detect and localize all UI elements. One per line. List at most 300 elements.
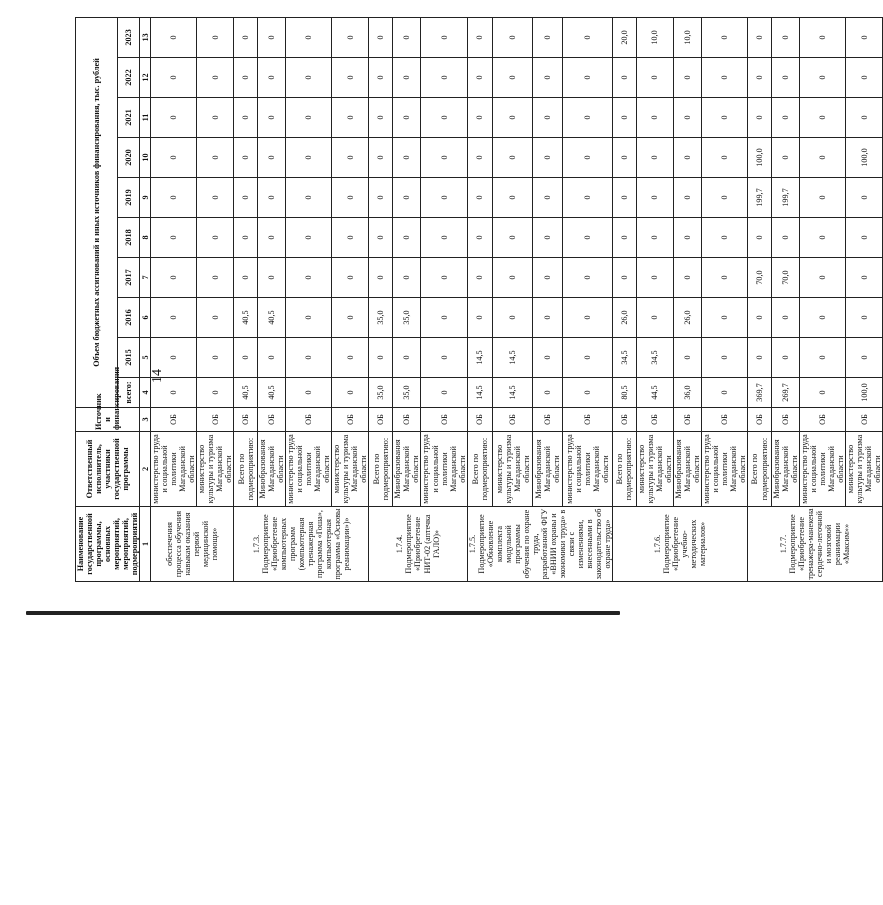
table-row	[701, 17, 747, 581]
value-cell: 0	[369, 138, 393, 178]
value-cell: 0	[800, 218, 846, 258]
value-cell: 0	[563, 378, 613, 408]
value-cell: 14,5	[467, 378, 493, 408]
table-row	[332, 17, 369, 581]
value-cell: 0	[772, 138, 800, 178]
executor-cell: министерство труда и социальной политики Магаданской области	[421, 432, 467, 507]
value-cell: 0	[332, 218, 369, 258]
executor-cell: министерство культуры и туризма Магаданской области	[197, 432, 234, 507]
value-cell: 0	[533, 138, 563, 178]
column-index: 4	[140, 378, 151, 408]
value-cell: 0	[493, 298, 533, 338]
header-year: 2022	[118, 58, 140, 98]
value-cell: 0	[636, 98, 673, 138]
source-cell: ОБ	[332, 408, 369, 432]
value-cell: 0	[369, 178, 393, 218]
value-cell: 0	[467, 178, 493, 218]
source-cell: ОБ	[258, 408, 286, 432]
value-cell: 0	[258, 138, 286, 178]
value-cell: 0	[533, 98, 563, 138]
source-cell: ОБ	[701, 408, 747, 432]
source-cell: ОБ	[234, 408, 258, 432]
executor-cell: министерство труда и социальной политики Магаданской области	[286, 432, 332, 507]
executor-cell: Минобразования Магаданской области	[393, 432, 421, 507]
value-cell: 34,5	[612, 338, 636, 378]
table-row	[286, 17, 332, 581]
value-cell: 20,0	[612, 17, 636, 57]
value-cell: 0	[563, 338, 613, 378]
value-cell: 0	[467, 138, 493, 178]
value-cell: 0	[151, 218, 197, 258]
value-cell: 0	[563, 298, 613, 338]
table-row	[467, 17, 493, 581]
source-cell: ОБ	[393, 408, 421, 432]
executor-cell: министерство труда и социальной политики Магаданской области	[563, 432, 613, 507]
value-cell: 0	[369, 58, 393, 98]
value-cell: 0	[701, 178, 747, 218]
value-cell: 0	[563, 58, 613, 98]
value-cell: 0	[467, 218, 493, 258]
value-cell: 0	[151, 17, 197, 57]
value-cell: 0	[197, 58, 234, 98]
value-cell: 0	[563, 98, 613, 138]
value-cell: 0	[234, 98, 258, 138]
value-cell: 0	[332, 338, 369, 378]
value-cell: 0	[673, 98, 701, 138]
value-cell: 0	[748, 218, 772, 258]
source-cell: ОБ	[673, 408, 701, 432]
table-row	[369, 17, 393, 581]
header-year: 2018	[118, 218, 140, 258]
value-cell: 0	[467, 98, 493, 138]
value-cell: 0	[772, 98, 800, 138]
column-index: 7	[140, 258, 151, 298]
value-cell: 35,0	[393, 298, 421, 338]
value-cell: 0	[258, 58, 286, 98]
value-cell: 199,7	[772, 178, 800, 218]
value-cell: 100,0	[748, 138, 772, 178]
value-cell: 0	[421, 138, 467, 178]
value-cell: 0	[286, 218, 332, 258]
source-cell: ОБ	[748, 408, 772, 432]
executor-cell: Всего по подмероприятию:	[234, 432, 258, 507]
value-cell: 0	[421, 58, 467, 98]
value-cell: 0	[258, 178, 286, 218]
value-cell: 70,0	[748, 258, 772, 298]
value-cell: 40,5	[258, 298, 286, 338]
header-year: 2021	[118, 98, 140, 138]
value-cell: 0	[800, 178, 846, 218]
executor-cell: министерство труда и социальной политики Магаданской области	[800, 432, 846, 507]
program-cell: 1.7.7. Подмероприятие «Приобретение тренажера-манекена сердечно-легочной и мозговой реанимации «Максим»»	[748, 507, 883, 582]
table-row	[612, 17, 636, 581]
value-cell: 40,5	[234, 298, 258, 338]
value-cell: 40,5	[234, 378, 258, 408]
value-cell: 0	[369, 98, 393, 138]
value-cell: 0	[332, 178, 369, 218]
value-cell: 0	[393, 17, 421, 57]
value-cell: 0	[286, 58, 332, 98]
source-cell: ОБ	[846, 408, 883, 432]
value-cell: 0	[800, 298, 846, 338]
value-cell: 0	[421, 98, 467, 138]
table-row	[673, 17, 701, 581]
value-cell: 0	[467, 298, 493, 338]
value-cell: 0	[800, 138, 846, 178]
table-row	[772, 17, 800, 581]
value-cell: 0	[332, 258, 369, 298]
value-cell: 269,7	[772, 378, 800, 408]
value-cell: 0	[612, 138, 636, 178]
value-cell: 0	[748, 298, 772, 338]
value-cell: 0	[772, 218, 800, 258]
value-cell: 0	[846, 17, 883, 57]
value-cell: 0	[421, 258, 467, 298]
page-divider-line	[26, 611, 620, 615]
executor-cell: Минобразования Магаданской области	[772, 432, 800, 507]
executor-cell: министерство культуры и туризма Магаданской области	[636, 432, 673, 507]
header-year: 2020	[118, 138, 140, 178]
value-cell: 0	[393, 138, 421, 178]
value-cell: 0	[234, 178, 258, 218]
value-cell: 0	[493, 17, 533, 57]
column-index: 10	[140, 138, 151, 178]
value-cell: 0	[673, 58, 701, 98]
value-cell: 0	[286, 17, 332, 57]
column-index: 6	[140, 298, 151, 338]
value-cell: 0	[369, 338, 393, 378]
value-cell: 0	[493, 258, 533, 298]
header-year: 2017	[118, 258, 140, 298]
table-row	[151, 17, 197, 581]
value-cell: 0	[151, 378, 197, 408]
value-cell: 0	[846, 178, 883, 218]
value-cell: 0	[533, 17, 563, 57]
value-cell: 0	[393, 98, 421, 138]
value-cell: 0	[332, 98, 369, 138]
executor-cell: министерство труда и социальной политики Магаданской области	[151, 432, 197, 507]
value-cell: 0	[258, 338, 286, 378]
value-cell: 0	[636, 258, 673, 298]
value-cell: 0	[701, 378, 747, 408]
value-cell: 0	[772, 17, 800, 57]
value-cell: 0	[393, 178, 421, 218]
value-cell: 10,0	[636, 17, 673, 57]
header-year: 2023	[118, 17, 140, 57]
program-cell: 1.7.5. Подмероприятие «Обновление комплекта модульной программы обучения по охране труда, разработанной ФГУ «ВНИИ охраны и экономики труда» в связи с изменениями, внесенными в законодательство об охране труда»	[467, 507, 612, 582]
header-volume: Объем бюджетных ассигнований и иных источников финансирования, тыс. рублей	[76, 17, 118, 407]
value-cell: 0	[467, 17, 493, 57]
value-cell: 0	[421, 178, 467, 218]
table-row	[846, 17, 883, 581]
value-cell: 0	[234, 258, 258, 298]
value-cell: 0	[612, 218, 636, 258]
financing-table	[75, 17, 883, 582]
value-cell: 0	[636, 178, 673, 218]
value-cell: 0	[332, 138, 369, 178]
value-cell: 0	[533, 338, 563, 378]
value-cell: 0	[234, 138, 258, 178]
value-cell: 0	[493, 218, 533, 258]
value-cell: 0	[286, 338, 332, 378]
source-cell: ОБ	[612, 408, 636, 432]
source-cell: ОБ	[369, 408, 393, 432]
source-cell: ОБ	[772, 408, 800, 432]
value-cell: 0	[421, 378, 467, 408]
value-cell: 0	[393, 58, 421, 98]
source-cell: ОБ	[563, 408, 613, 432]
value-cell: 36,0	[673, 378, 701, 408]
program-cell: 1.7.3. Подмероприятие «Приобретение компьютерных программ (компьютерная тренажерная программа «Гоша», компьютерная программа «Основы реанимации»)»	[234, 507, 369, 582]
value-cell: 0	[467, 58, 493, 98]
column-index: 3	[140, 408, 151, 432]
value-cell: 0	[197, 138, 234, 178]
value-cell: 0	[332, 17, 369, 57]
rotated-page	[75, 18, 883, 582]
value-cell: 0	[151, 298, 197, 338]
table-row	[533, 17, 563, 581]
value-cell: 0	[636, 138, 673, 178]
value-cell: 0	[846, 98, 883, 138]
value-cell: 0	[800, 98, 846, 138]
value-cell: 14,5	[493, 338, 533, 378]
executor-cell: Минобразования Магаданской области	[533, 432, 563, 507]
value-cell: 0	[421, 298, 467, 338]
value-cell: 0	[563, 178, 613, 218]
value-cell: 0	[467, 258, 493, 298]
value-cell: 0	[636, 58, 673, 98]
executor-cell: Всего по подмероприятию:	[467, 432, 493, 507]
value-cell: 0	[701, 17, 747, 57]
value-cell: 0	[369, 258, 393, 298]
value-cell: 0	[612, 178, 636, 218]
value-cell: 0	[197, 378, 234, 408]
value-cell: 0	[151, 58, 197, 98]
value-cell: 35,0	[393, 378, 421, 408]
value-cell: 0	[772, 338, 800, 378]
value-cell: 100,0	[846, 138, 883, 178]
value-cell: 369,7	[748, 378, 772, 408]
value-cell: 0	[393, 218, 421, 258]
value-cell: 0	[332, 378, 369, 408]
executor-cell: Минобразования Магаданской области	[673, 432, 701, 507]
value-cell: 0	[151, 258, 197, 298]
value-cell: 26,0	[673, 298, 701, 338]
value-cell: 0	[332, 298, 369, 338]
value-cell: 80,5	[612, 378, 636, 408]
value-cell: 0	[701, 98, 747, 138]
value-cell: 0	[151, 138, 197, 178]
value-cell: 0	[197, 298, 234, 338]
table-row	[258, 17, 286, 581]
source-cell: ОБ	[636, 408, 673, 432]
program-cell: 1.7.6. Подмероприятие «Приобретение учебно-методических материалов»	[612, 507, 747, 582]
program-cell: 1.7.4. Подмероприятие «Приобретение НИТ-02 (аптечка ГАЛО)»	[369, 507, 467, 582]
column-index: 13	[140, 17, 151, 57]
source-cell: ОБ	[800, 408, 846, 432]
header-executor: Ответственный исполнитель, участники государственной программы	[76, 432, 140, 507]
source-cell: ОБ	[151, 408, 197, 432]
value-cell: 0	[846, 258, 883, 298]
value-cell: 0	[612, 58, 636, 98]
value-cell: 0	[286, 378, 332, 408]
table-row	[800, 17, 846, 581]
value-cell: 0	[197, 17, 234, 57]
value-cell: 0	[258, 258, 286, 298]
value-cell: 199,7	[748, 178, 772, 218]
value-cell: 0	[421, 17, 467, 57]
value-cell: 0	[286, 98, 332, 138]
value-cell: 0	[493, 58, 533, 98]
value-cell: 0	[197, 338, 234, 378]
value-cell: 0	[393, 258, 421, 298]
header-program: Наименование государственной программы, основных мероприятий, мероприятий, подмероприятий	[76, 507, 140, 582]
value-cell: 0	[748, 98, 772, 138]
executor-cell: министерство труда и социальной политики Магаданской области	[701, 432, 747, 507]
value-cell: 0	[151, 178, 197, 218]
value-cell: 0	[800, 338, 846, 378]
value-cell: 0	[533, 258, 563, 298]
value-cell: 0	[493, 138, 533, 178]
value-cell: 0	[748, 338, 772, 378]
table-row	[563, 17, 613, 581]
value-cell: 70,0	[772, 258, 800, 298]
executor-cell: Минобразования Магаданской области	[258, 432, 286, 507]
value-cell: 0	[563, 218, 613, 258]
value-cell: 10,0	[673, 17, 701, 57]
value-cell: 0	[701, 258, 747, 298]
executor-cell: Всего по подмероприятию:	[369, 432, 393, 507]
value-cell: 0	[701, 298, 747, 338]
column-index: 11	[140, 98, 151, 138]
source-cell: ОБ	[197, 408, 234, 432]
value-cell: 0	[533, 58, 563, 98]
value-cell: 0	[673, 218, 701, 258]
value-cell: 0	[533, 378, 563, 408]
table-row	[421, 17, 467, 581]
value-cell: 0	[673, 258, 701, 298]
value-cell: 0	[151, 338, 197, 378]
source-cell: ОБ	[286, 408, 332, 432]
value-cell: 0	[234, 58, 258, 98]
value-cell: 100,0	[846, 378, 883, 408]
value-cell: 0	[772, 58, 800, 98]
value-cell: 0	[800, 58, 846, 98]
executor-cell: Всего по подмероприятию:	[612, 432, 636, 507]
table-row	[748, 17, 772, 581]
value-cell: 0	[421, 338, 467, 378]
table-row	[234, 17, 258, 581]
header-source: Источник и финансирования	[76, 408, 140, 432]
value-cell: 0	[846, 338, 883, 378]
value-cell: 0	[533, 218, 563, 258]
value-cell: 0	[748, 58, 772, 98]
column-index: 8	[140, 218, 151, 258]
value-cell: 0	[197, 218, 234, 258]
value-cell: 35,0	[369, 378, 393, 408]
value-cell: 40,5	[258, 378, 286, 408]
value-cell: 0	[800, 17, 846, 57]
executor-cell: министерство культуры и туризма Магаданской области	[846, 432, 883, 507]
value-cell: 0	[393, 338, 421, 378]
value-cell: 0	[846, 58, 883, 98]
value-cell: 0	[701, 138, 747, 178]
value-cell: 0	[673, 178, 701, 218]
value-cell: 0	[197, 258, 234, 298]
executor-cell: министерство культуры и туризма Магаданской области	[332, 432, 369, 507]
value-cell: 0	[234, 338, 258, 378]
value-cell: 0	[748, 17, 772, 57]
value-cell: 0	[800, 258, 846, 298]
column-index: 12	[140, 58, 151, 98]
source-cell: ОБ	[467, 408, 493, 432]
value-cell: 0	[286, 258, 332, 298]
header-total: всего:	[118, 378, 140, 408]
table-row	[197, 17, 234, 581]
value-cell: 0	[800, 378, 846, 408]
header-year: 2016	[118, 298, 140, 338]
value-cell: 0	[286, 138, 332, 178]
value-cell: 0	[197, 178, 234, 218]
value-cell: 0	[612, 258, 636, 298]
value-cell: 14,5	[467, 338, 493, 378]
value-cell: 0	[701, 58, 747, 98]
executor-cell: министерство культуры и туризма Магаданской области	[493, 432, 533, 507]
program-cell: обеспечения процесса обучения навыкам оказания первой медицинской помощи»	[151, 507, 234, 582]
header-year: 2019	[118, 178, 140, 218]
source-cell: ОБ	[533, 408, 563, 432]
value-cell: 0	[846, 218, 883, 258]
value-cell: 0	[701, 218, 747, 258]
value-cell: 0	[493, 98, 533, 138]
column-index: 9	[140, 178, 151, 218]
value-cell: 0	[772, 298, 800, 338]
table-row	[636, 17, 673, 581]
source-cell: ОБ	[421, 408, 467, 432]
page-number: 14	[150, 369, 165, 383]
column-index: 2	[140, 432, 151, 507]
value-cell: 0	[563, 17, 613, 57]
column-index: 5	[140, 338, 151, 378]
table-row	[493, 17, 533, 581]
source-cell: ОБ	[493, 408, 533, 432]
value-cell: 0	[673, 338, 701, 378]
value-cell: 44,5	[636, 378, 673, 408]
value-cell: 0	[369, 218, 393, 258]
value-cell: 0	[332, 58, 369, 98]
value-cell: 0	[421, 218, 467, 258]
value-cell: 0	[636, 298, 673, 338]
value-cell: 0	[286, 178, 332, 218]
value-cell: 0	[234, 17, 258, 57]
value-cell: 0	[258, 218, 286, 258]
value-cell: 0	[286, 298, 332, 338]
value-cell: 0	[563, 138, 613, 178]
value-cell: 0	[612, 98, 636, 138]
value-cell: 0	[369, 17, 393, 57]
value-cell: 0	[493, 178, 533, 218]
value-cell: 0	[151, 98, 197, 138]
table-row	[393, 17, 421, 581]
value-cell: 0	[197, 98, 234, 138]
executor-cell: Всего по подмероприятию:	[748, 432, 772, 507]
value-cell: 0	[636, 218, 673, 258]
value-cell: 14,5	[493, 378, 533, 408]
header-year: 2015	[118, 338, 140, 378]
value-cell: 0	[563, 258, 613, 298]
value-cell: 35,0	[369, 298, 393, 338]
value-cell: 0	[846, 298, 883, 338]
